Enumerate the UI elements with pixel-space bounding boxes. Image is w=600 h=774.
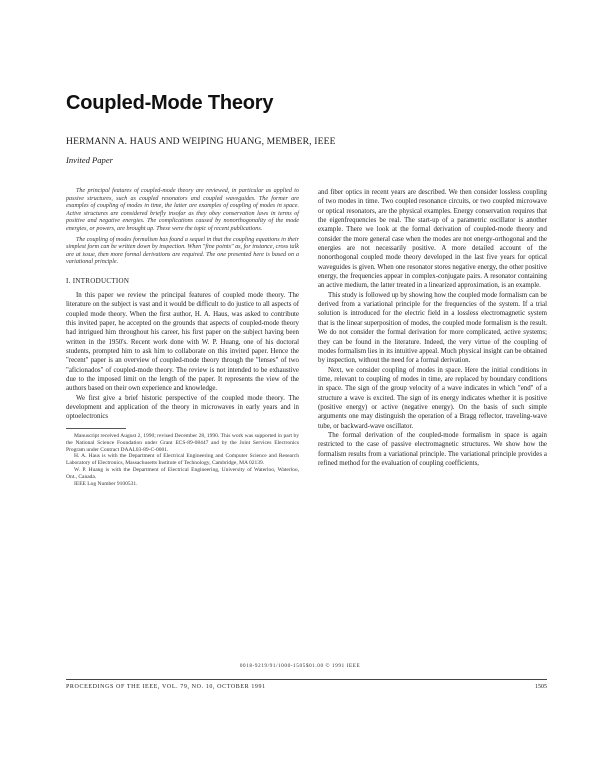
author-line: HERMANN A. HAUS AND WEIPING HUANG, MEMBER, IEEE — [66, 136, 336, 147]
body-paragraph: This study is followed up by showing how the coupled mode formalism can be derived from a variational principle for the frequencies of the system. If a trial solution is introduced for the electric field in a lossless electromagnetic system that is the linear superposition of modes, the coupled mode formalism is the result. We do not consider the formal derivation for more complicated, active systems; they can be found in the literature. Indeed, the very virtue of the coupling of modes formalism lies in its intuitive appeal. Much physical insight can be obtained by inspection, without the need for a formal derivation. — [318, 291, 547, 365]
right-column — [318, 188, 547, 468]
page-number: 1505 — [535, 684, 547, 690]
body-paragraph: The formal derivation of the coupled-mode formalism in space is again restricted to the case of passive electromagnetic structures. We show how the formalism results from a variational principle. The variational principle provides a refined method for the evaluation of coupling coefficients, — [318, 431, 547, 467]
abstract-paragraph: The coupling of modes formalism has found a sequel in that the coupling equations in their simplest form can be written down by inspection. When "fine points" as, for instance, cross talk are at issue, then more formal derivations are required. The one presented here is based on a variational principle. — [66, 236, 299, 266]
paper-type-label: Invited Paper — [66, 155, 114, 165]
article-title: Coupled-Mode Theory — [66, 92, 274, 114]
footnote: IEEE Log Number 9100531. — [74, 481, 138, 488]
body-paragraph: Next, we consider coupling of modes in space. Here the initial conditions in time, relevant to coupling of modes in time, are replaced by boundary conditions in space. The sign of the group velocity of a wave indicates in which "end" of a structure a wave is excited. The sign of its energy indicates whether it is positive (positive energy) or active (negative energy). On the basis of such simple arguments one may distinguish the operation of a Bragg reflector, traveling-wave tube, or backward-wave oscillator. — [318, 366, 547, 430]
left-column — [66, 188, 299, 488]
footnote: Manuscript received August 2, 1990; revised December 28, 1990. This work was supported in part by the National Science Foundation under Grant ECS-89-08447 and by the Joint Services Electronics Program under Contract DAAL03-89-C-0001. — [66, 432, 299, 453]
footnote-divider — [66, 428, 126, 429]
footnote: H. A. Haus is with the Department of Electrical Engineering and Computer Science and Research Laboratory of Electronics, Massachusetts Institute of Technology, Cambridge, MA 02139. — [66, 453, 299, 467]
body-paragraph: We first give a brief historic perspective of the coupled mode theory. The development and application of the theory in microwaves in early years and in optoelectronics — [66, 394, 299, 421]
body-paragraph: In this paper we review the principal features of coupled mode theory. The literature on the subject is vast and it would be difficult to do justice to all aspects of coupled mode theory. When the first author, H. A. Haus, was asked to contribute this invited paper, he accepted on the grounds that aspects of coupled-mode theory had intrigued him throughout his career, his first paper on the subject having been written in the 1950's. Recent work done with W. P. Huang, one of his doctoral students, prompted him to ask him to collaborate on this invited paper. Hence the "recent" paper is an overview of coupled-mode theory through the "lenses" of two "aficionados" of coupled-mode theory. The review is not intended to be exhaustive due to the imposed limit on the length of the paper. It represents the view of the authors based on their own experience and knowledge. — [66, 291, 299, 393]
body-paragraph: and fiber optics in recent years are described. We then consider lossless coupling of two modes in time. Two coupled resonance circuits, or two coupled microwave or optical resonators, are the physical examples. Energy conservation requires that the eigenfrequencies be real. The start-up of a parametric oscillator is another example. There we look at the formal derivation of coupled-mode theory and consider the more general case when the modes are not energy-orthogonal and the energies are not necessarily positive. A more detailed account of the nonorthogonal coupled mode theory developed in the last five years for optical waveguides is given. When one resonator stores negative energy, the other positive energy, the frequencies appear in complex-conjugate pairs. A resonator containing an active medium, the latter treated in a linearized approximation, is an example. — [318, 189, 547, 290]
section-heading: I. INTRODUCTION — [66, 276, 130, 285]
copyright-code: 0018-9219/91/1000-1505$01.00 © 1991 IEEE — [239, 663, 361, 669]
footnote: W. P. Huang is with the Department of Electrical Engineering, University of Waterloo, Waterloo, Ont., Canada. — [66, 467, 299, 481]
abstract-paragraph: The principal features of coupled-mode theory are reviewed, in particular as applied to passive structures, such as coupled resonators and coupled waveguides. The former are examples of coupling of modes in time, the latter are examples of coupling of modes in space. Active structures are considered briefly insofar as they obey conservation laws in terms of positive and negative energies. The complications caused by nonorthogonality of the mode energies, or powers, are brought up. These were the topic of recent publications. — [66, 188, 299, 232]
footer-divider — [66, 679, 547, 680]
running-head: PROCEEDINGS OF THE IEEE, VOL. 79, NO. 10, OCTOBER 1991 — [66, 684, 266, 690]
